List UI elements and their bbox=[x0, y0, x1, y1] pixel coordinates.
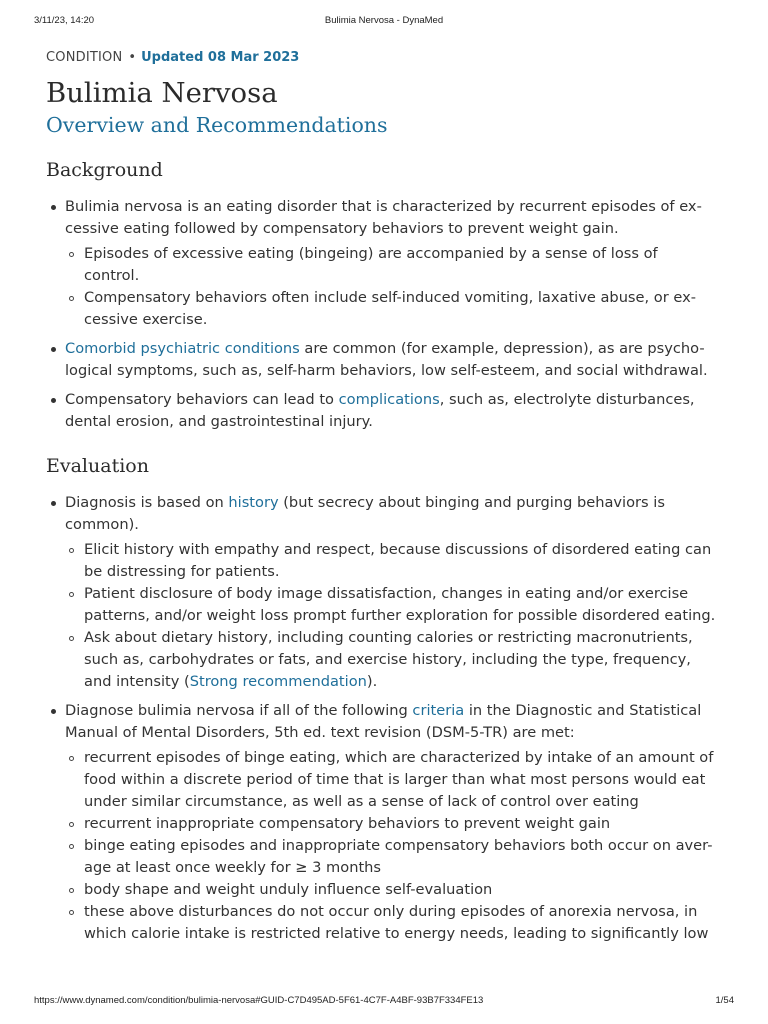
article-meta bbox=[46, 48, 716, 68]
page-subtitle-link[interactable]: Overview and Recommendations bbox=[46, 113, 388, 137]
print-footer bbox=[0, 995, 768, 1009]
section-heading-background: Background bbox=[46, 159, 163, 181]
strong-recommendation-link[interactable]: Strong recommendation bbox=[189, 673, 367, 690]
sub-list-item: binge eating episodes and inappropriate compensatory behaviors both occur on aver-age at least once weekly for ≥ 3 months bbox=[65, 835, 716, 879]
list-item bbox=[46, 492, 716, 693]
article-content bbox=[46, 48, 716, 952]
list-item bbox=[46, 389, 716, 433]
list-item-text: Compensatory behaviors can lead to bbox=[65, 391, 339, 408]
section-heading-evaluation: Evaluation bbox=[46, 455, 149, 477]
sub-list-item: recurrent episodes of binge eating, which are characterized by intake of an amount of food within a discrete period of time that is larger than what most persons would eat under similar circumstance, as well as a sense of lack of control over eating bbox=[65, 747, 716, 813]
sub-list-item: Elicit history with empathy and respect, because discussions of disordered eating can be distressing for patients. bbox=[65, 539, 716, 583]
sub-list-item: Patient disclosure of body image dissatisfaction, changes in eating and/or exercise patterns, and/or weight loss prompt further exploration for possible disordered eating. bbox=[65, 583, 716, 627]
print-header bbox=[0, 15, 768, 29]
sub-list-item: body shape and weight unduly influence self-evaluation bbox=[65, 879, 716, 901]
print-page-title: Bulimia Nervosa - DynaMed bbox=[324, 15, 444, 26]
sub-list-item: recurrent inappropriate compensatory behaviors to prevent weight gain bbox=[65, 813, 716, 835]
list-item bbox=[46, 338, 716, 382]
updated-date: Updated 08 Mar 2023 bbox=[141, 50, 300, 65]
content-type-label: CONDITION bbox=[46, 50, 123, 65]
page-title: Bulimia Nervosa bbox=[46, 77, 278, 109]
sub-list-item-text: ). bbox=[366, 673, 378, 690]
background-list bbox=[46, 196, 716, 433]
print-datetime: 3/11/23, 14:20 bbox=[34, 15, 95, 26]
sub-list bbox=[65, 243, 716, 331]
list-item-text: Bulimia nervosa is an eating disorder that is characterized by recurrent episodes of ex-cessive eating followed by compensatory behaviors to prevent weight gain. bbox=[65, 198, 702, 237]
sub-list-item: these above disturbances do not occur only during episodes of anorexia nervosa, in which calorie intake is restricted relative to energy needs, leading to significantly low bbox=[65, 901, 716, 945]
sub-list-item bbox=[65, 627, 716, 693]
print-url: https://www.dynamed.com/condition/bulimia-nervosa#GUID-C7D495AD-5F61-4C7F-A4BF-93B7F334FE13 bbox=[34, 995, 484, 1006]
sub-list-item-text: Ask about dietary history, including counting calories or restricting macronutrients, such as, carbohydrates or fats, and exercise history, including the type, frequency, and intensity ( bbox=[84, 629, 693, 690]
history-link[interactable]: history bbox=[228, 494, 279, 511]
sub-list bbox=[65, 747, 716, 945]
list-item-text: Diagnose bulimia nervosa if all of the following bbox=[65, 702, 413, 719]
evaluation-list bbox=[46, 492, 716, 945]
list-item bbox=[46, 700, 716, 945]
list-item-text: (but secrecy about binging and purging behaviors is common). bbox=[65, 494, 665, 533]
complications-link[interactable]: complications bbox=[338, 391, 440, 408]
page-number: 1/54 bbox=[715, 995, 734, 1006]
list-item bbox=[46, 196, 716, 331]
sub-list-item: Episodes of excessive eating (bingeing) are accompanied by a sense of loss of control. bbox=[65, 243, 716, 287]
list-item-text: Diagnosis is based on bbox=[65, 494, 229, 511]
list-item-text: , such as, electrolyte disturbances, dental erosion, and gastrointestinal injury. bbox=[65, 391, 695, 430]
criteria-link[interactable]: criteria bbox=[412, 702, 465, 719]
comorbid-conditions-link[interactable]: Comorbid psychiatric conditions bbox=[65, 340, 300, 357]
list-item-text: in the Diagnostic and Statistical Manual of Mental Disorders, 5th ed. text revision (DSM-5-TR) are met: bbox=[65, 702, 702, 741]
list-item-text: are common (for example, depression), as are psycho-logical symptoms, such as, self-harm behaviors, low self-esteem, and social withdrawal. bbox=[65, 340, 708, 379]
sub-list-item: Compensatory behaviors often include self-induced vomiting, laxative abuse, or ex-cessive exercise. bbox=[65, 287, 716, 331]
meta-separator: • bbox=[128, 50, 137, 65]
sub-list bbox=[65, 539, 716, 693]
